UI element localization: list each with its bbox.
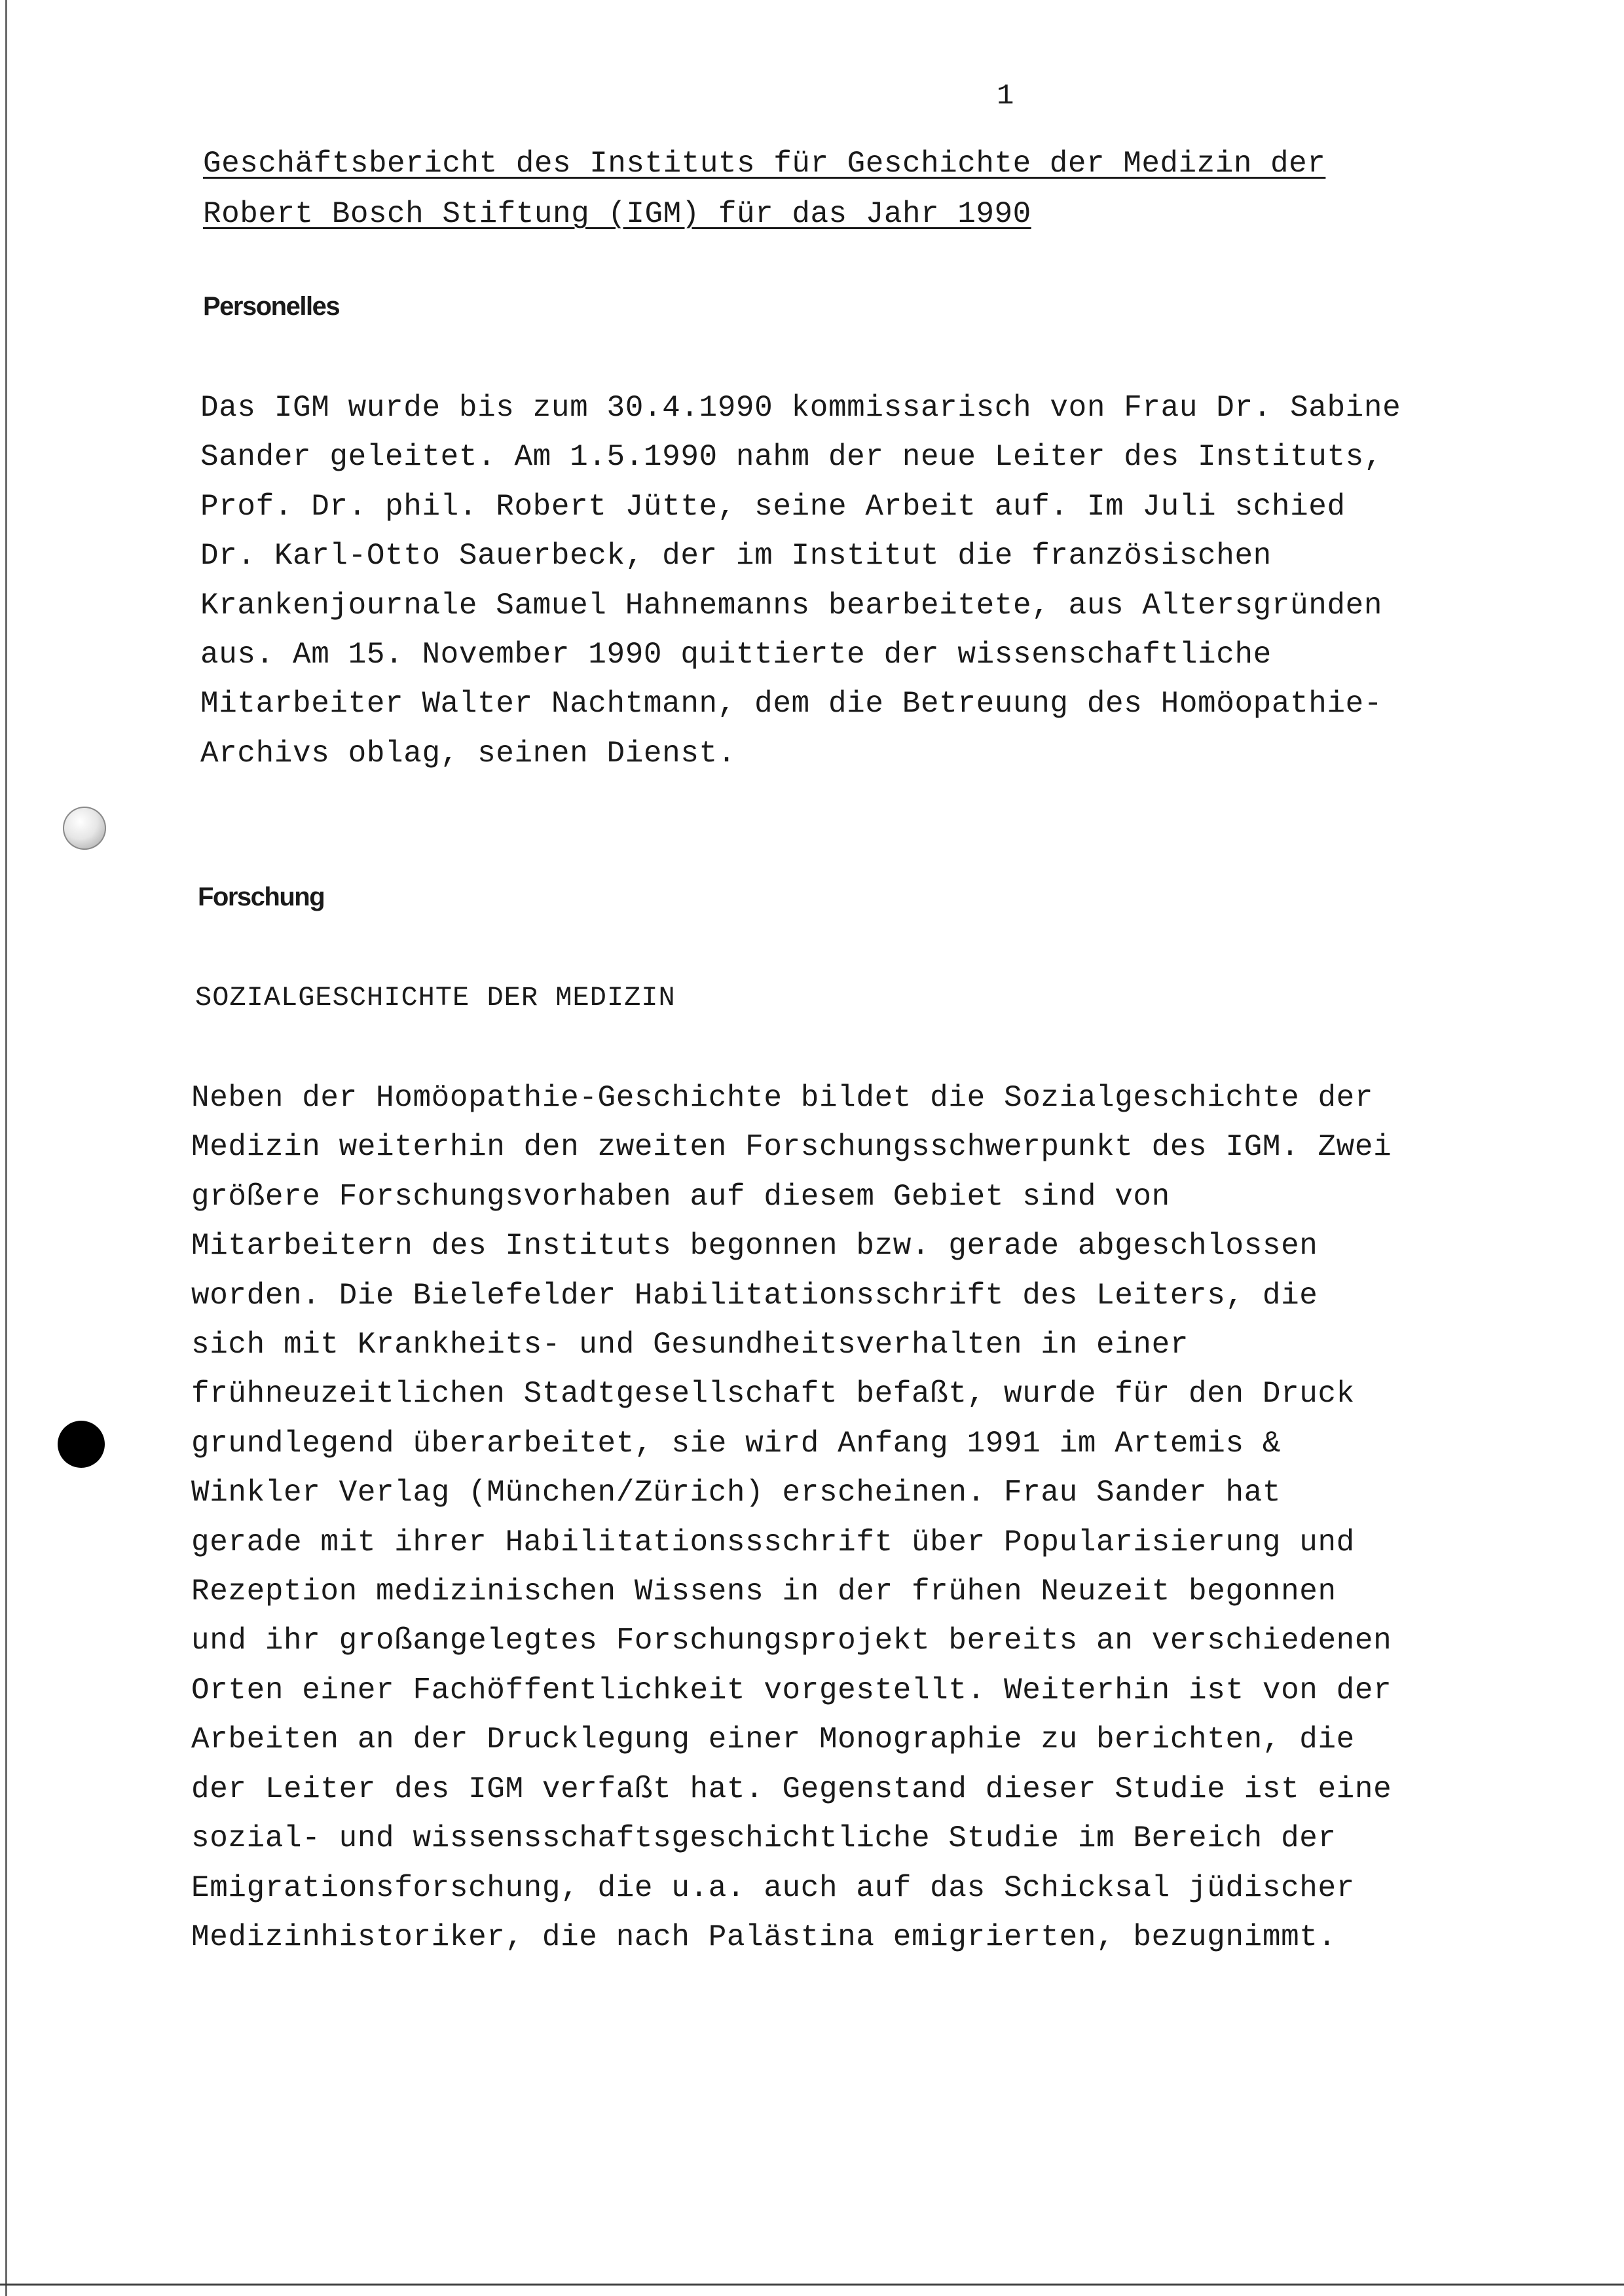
text-line: Mitarbeitern des Instituts begonnen bzw. gerade abgeschlossen (191, 1229, 1318, 1264)
text-line: frühneuzeitlichen Stadtgesellschaft befaßt, wurde für den Druck (191, 1377, 1355, 1412)
text-line: Dr. Karl-Otto Sauerbeck, der im Institut die französischen (200, 539, 1272, 574)
text-line: sich mit Krankheits- und Gesundheitsverhalten in einer (191, 1328, 1189, 1362)
text-line: Orten einer Fachöffentlichkeit vorgestellt. Weiterhin ist von der (191, 1673, 1392, 1707)
text-line: sozial- und wissensschaftsgeschichtliche Studie im Bereich der (191, 1821, 1337, 1856)
text-line: Emigrationsforschung, die u.a. auch auf das Schicksal jüdischer (191, 1870, 1355, 1905)
punch-hole-top (63, 807, 106, 850)
punch-hole-bottom (58, 1421, 105, 1468)
title-line: Robert Bosch Stiftung (IGM) für das Jahr 1990 (203, 197, 1031, 231)
section-heading-forschung: Forschung (198, 883, 325, 911)
scan-edge-left (5, 0, 7, 2296)
text-line: der Leiter des IGM verfaßt hat. Gegenstand dieser Studie ist eine (191, 1772, 1392, 1806)
document-title (203, 139, 1325, 240)
text-line: Rezeption medizinischen Wissens in der frühen Neuzeit begonnen (191, 1575, 1337, 1609)
text-line: Neben der Homöopathie-Geschichte bildet die Sozialgeschichte der (191, 1081, 1374, 1115)
section-heading-personelles: Personelles (203, 292, 340, 321)
paragraph-personelles (200, 384, 1401, 778)
text-line: Sander geleitet. Am 1.5.1990 nahm der neue Leiter des Instituts, (200, 440, 1383, 475)
subheading-sozialgeschichte: SOZIALGESCHICHTE DER MEDIZIN (195, 982, 676, 1013)
text-line: Arbeiten an der Drucklegung einer Monographie zu berichten, die (191, 1722, 1355, 1757)
text-line: Medizinhistoriker, die nach Palästina emigrierten, bezugnimmt. (191, 1920, 1337, 1954)
text-line: gerade mit ihrer Habilitationssschrift über Popularisierung und (191, 1525, 1355, 1559)
text-line: Winkler Verlag (München/Zürich) erscheinen. Frau Sander hat (191, 1476, 1282, 1510)
text-line: worden. Die Bielefelder Habilitationsschrift des Leiters, die (191, 1278, 1318, 1313)
text-line: größere Forschungsvorhaben auf diesem Gebiet sind von (191, 1179, 1170, 1214)
text-line: Prof. Dr. phil. Robert Jütte, seine Arbeit auf. Im Juli schied (200, 489, 1346, 524)
text-line: Medizin weiterhin den zweiten Forschungsschwerpunkt des IGM. Zwei (191, 1130, 1392, 1165)
text-line: Mitarbeiter Walter Nachtmann, dem die Betreuung des Homöopathie- (200, 687, 1383, 721)
text-line: aus. Am 15. November 1990 quittierte der wissenschaftliche (200, 638, 1272, 672)
text-line: Archivs oblag, seinen Dienst. (200, 736, 736, 771)
text-line: und ihr großangelegtes Forschungsprojekt bereits an verschiedenen (191, 1624, 1392, 1658)
title-line: Geschäftsbericht des Instituts für Geschichte der Medizin der (203, 147, 1326, 181)
text-line: grundlegend überarbeitet, sie wird Anfang 1991 im Artemis & (191, 1426, 1282, 1461)
paragraph-forschung (191, 1074, 1392, 1962)
scan-edge-bottom (0, 2284, 1624, 2286)
text-line: Das IGM wurde bis zum 30.4.1990 kommissarisch von Frau Dr. Sabine (200, 391, 1401, 425)
page-number: 1 (997, 80, 1014, 113)
text-line: Krankenjournale Samuel Hahnemanns bearbeitete, aus Altersgründen (200, 588, 1383, 623)
